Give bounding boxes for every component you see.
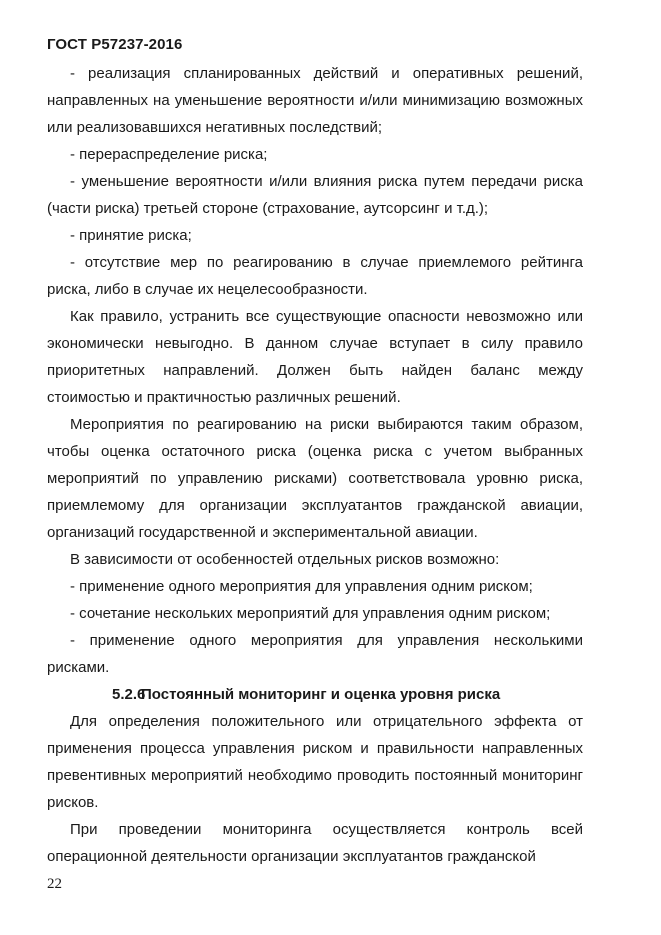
list-item: - применение одного мероприятия для управления одним риском; xyxy=(70,578,533,595)
list-item: - применение одного мероприятия для управления несколькими рисками. xyxy=(47,632,583,676)
section-number: 5.2.6 xyxy=(112,686,146,703)
list-item: - отсутствие мер по реагированию в случае приемлемого рейтинга риска, либо в случае их нецелесообразности. xyxy=(47,254,583,298)
paragraph: Для определения положительного или отрицательного эффекта от применения процесса управления риском и правильности направленных превентивных мероприятий необходимо проводить постоянный мониторинг рисков. xyxy=(47,713,583,811)
paragraph: При проведении мониторинга осуществляется контроль всей операционной деятельности организации эксплуатантов гражданской xyxy=(47,821,583,865)
paragraph: Как правило, устранить все существующие опасности невозможно или экономически невыгодно. В данном случае вступает в силу правило приоритетных направлений. Должен быть найден баланс между стоимостью и практичностью различных решений. xyxy=(47,308,583,406)
document-header: ГОСТ Р57237-2016 xyxy=(47,36,183,53)
document-body xyxy=(47,60,583,870)
paragraph: В зависимости от особенностей отдельных рисков возможно: xyxy=(70,551,500,568)
list-item: - реализация спланированных действий и оперативных решений, направленных на уменьшение вероятности и/или минимизацию возможных или реализовавшихся негативных последствий; xyxy=(47,65,583,136)
section-title: Постоянный мониторинг и оценка уровня риска xyxy=(141,686,501,703)
list-item: - уменьшение вероятности и/или влияния риска путем передачи риска (части риска) третьей стороне (страхование, аутсорсинг и т.д.); xyxy=(47,173,583,217)
section-heading xyxy=(47,681,583,708)
page-number: 22 xyxy=(47,876,62,892)
list-item: - сочетание нескольких мероприятий для управления одним риском; xyxy=(70,605,551,622)
list-item: - принятие риска; xyxy=(70,227,192,244)
list-item: - перераспределение риска; xyxy=(70,146,268,163)
paragraph: Мероприятия по реагированию на риски выбираются таким образом, чтобы оценка остаточного риска (оценка риска с учетом выбранных мероприятий по управлению рисками) соответствовала уровню риска, приемлемому для организации эксплуатантов гражданской авиации, организаций государственной и экспериментальной авиации. xyxy=(47,416,583,541)
